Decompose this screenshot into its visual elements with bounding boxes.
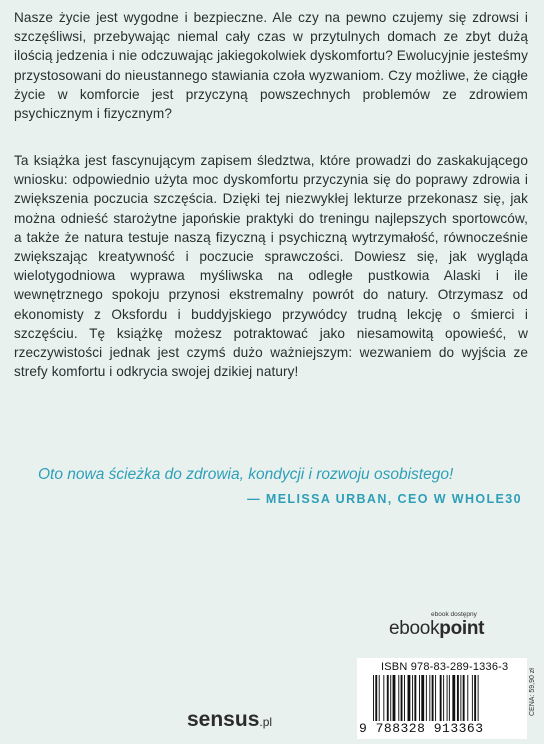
ebookpoint-logo-bold: point [439,618,485,639]
publisher-name: sensus [187,708,260,731]
price-label: CENA: 59,90 zł [529,668,536,716]
publisher-suffix: .pl [259,715,273,729]
publisher-logo [187,708,272,732]
barcode-digits: 9 788328 913363 [359,721,484,736]
blurb-quote: Oto nowa ścieżka do zdrowia, kondycji i rozwoju osobistego! [38,466,454,483]
ebookpoint-logo-regular: ebook [389,618,440,639]
barcode-bars-icon [373,675,519,721]
ebook-available-label: ebook dostępny [431,611,477,618]
isbn-barcode [357,658,527,739]
description-paragraph-2: Ta książka jest fascynującym zapisem śledztwa, które prowadzi do zaskakującego wniosku: odpowiednio użyta moc dyskomfortu przyczynia się do poprawy zdrowia i zwiększenia poczucia szczęścia. Dzięki tej niezwykłej lekturze przekonasz się, jak można odnieść starożytne japońskie praktyki do treningu najlepszych sportowców, a także że natura testuje naszą fizyczną i psychiczną wytrzymałość, równocześnie zwiększając kreatywność i poczucie sprawczości. Dowiesz się, jak wygląda wielotygodniowa wyprawa myśliwska na odległe pustkowia Alaski i ile wewnętrznego spokoju przynosi ekstremalny powrót do natury. Otrzymasz od ekonomisty z Oksfordu i buddyjskiego przywódcy trudną lekcję o śmierci i szczęściu. Tę książkę możesz potraktować jako niesamowitą opowieść, w rzeczywistości jednak jest czymś dużo ważniejszym: wezwaniem do wyjścia ze strefy komfortu i odkrycia swojej dzikiej natury! [14,153,528,380]
blurb-attribution: — MELISSA URBAN, CEO W WHOLE30 [247,492,522,506]
description-paragraph-1: Nasze życie jest wygodne i bezpieczne. Ale czy na pewno czujemy się zdrowsi i szczęśliwsi, przebywając niemal cały czas w przytulnych domach ze zbyt dużą ilością jedzenia i nie odczuwając jakiegokolwiek dyskomfortu? Ewolucyjnie jesteśmy przystosowani do nieustannego stawiania czoła wyzwaniom. Czy możliwe, że ciągłe życie w komforcie jest przyczyną powszechnych problemów ze zdrowiem psychicznym i fizycznym? [14,10,528,122]
isbn-label: ISBN 978-83-289-1336-3 [381,661,509,673]
ebookpoint-logo [389,618,484,640]
